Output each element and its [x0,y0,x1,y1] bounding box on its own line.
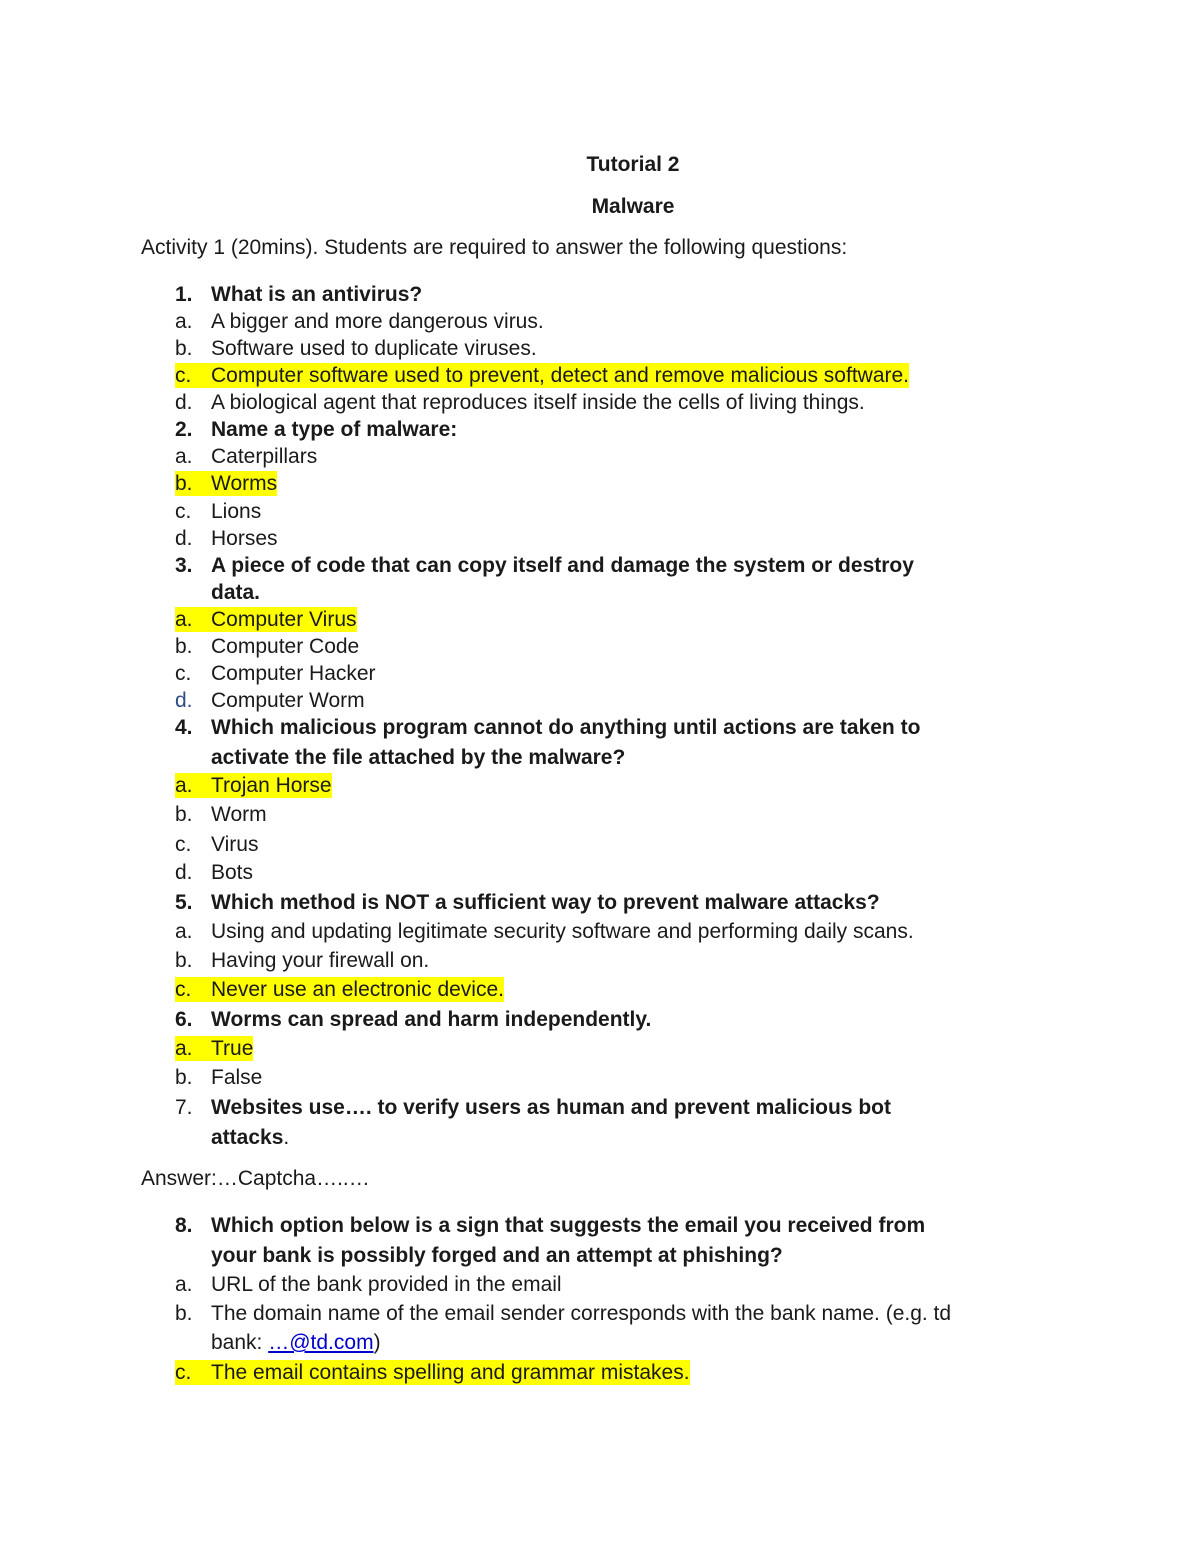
q2-option-c: c. Lions [175,500,262,523]
q3-option-b: b. Computer Code [175,635,360,658]
question-8: 8. Which option below is a sign that suggests the email you received from [175,1214,926,1237]
q5-option-a: a. Using and updating legitimate security software and performing daily scans. [175,920,914,943]
q5-option-b: b. Having your firewall on. [175,949,430,972]
question-4-cont: activate the file attached by the malware? [211,746,626,769]
q4-option-d: d. Bots [175,861,254,884]
q4-option-b: b. Worm [175,803,267,826]
question-5: 5. Which method is NOT a sufficient way to prevent malware attacks? [175,891,880,914]
q3-option-d: d. Computer Worm [175,689,365,712]
question-7: 7. Websites use…. to verify users as human and prevent malicious bot [175,1096,891,1119]
question-4: 4. Which malicious program cannot do anything until actions are taken to [175,716,921,739]
q4-option-c: c. Virus [175,833,259,856]
q8-option-b: b. The domain name of the email sender corresponds with the bank name. (e.g. td [175,1302,952,1325]
q6-option-a-answer: a. True [175,1037,254,1060]
q2-option-b-answer: b. Worms [175,472,278,495]
email-link[interactable]: …@td.com [268,1331,374,1354]
question-6: 6. Worms can spread and harm independently. [175,1008,652,1031]
page-title: Tutorial 2 [586,153,680,176]
q8-option-b-cont: bank: …@td.com) [211,1331,381,1354]
q6-option-b: b. False [175,1066,263,1089]
question-3: 3. A piece of code that can copy itself and damage the system or destroy [175,554,914,577]
page-subtitle: Malware [591,195,675,218]
q1-option-d: d. A biological agent that reproduces itself inside the cells of living things. [175,391,865,414]
q1-option-a: a. A bigger and more dangerous virus. [175,310,544,333]
question-8-cont: your bank is possibly forged and an attempt at phishing? [211,1244,783,1267]
question-7-cont: attacks. [211,1126,290,1149]
q8-option-c-answer: c. The email contains spelling and grammar mistakes. [175,1361,690,1384]
answer-text: Answer:…Captcha…..… [141,1167,370,1190]
q2-option-a: a. Caterpillars [175,445,318,468]
question-2: 2. Name a type of malware: [175,418,458,441]
q8-option-a: a. URL of the bank provided in the email [175,1273,562,1296]
q4-option-a-answer: a. Trojan Horse [175,774,332,797]
q1-option-b: b. Software used to duplicate viruses. [175,337,537,360]
question-1: 1. What is an antivirus? [175,283,423,306]
q3-option-c: c. Computer Hacker [175,662,376,685]
q5-option-c-answer: c. Never use an electronic device. [175,978,504,1001]
q2-option-d: d. Horses [175,527,278,550]
q1-option-c-answer: c. Computer software used to prevent, detect and remove malicious software. [175,364,910,387]
intro-text: Activity 1 (20mins). Students are required to answer the following questions: [141,236,848,259]
question-3-cont: data. [211,581,261,604]
q3-option-a-answer: a. Computer Virus [175,608,357,631]
